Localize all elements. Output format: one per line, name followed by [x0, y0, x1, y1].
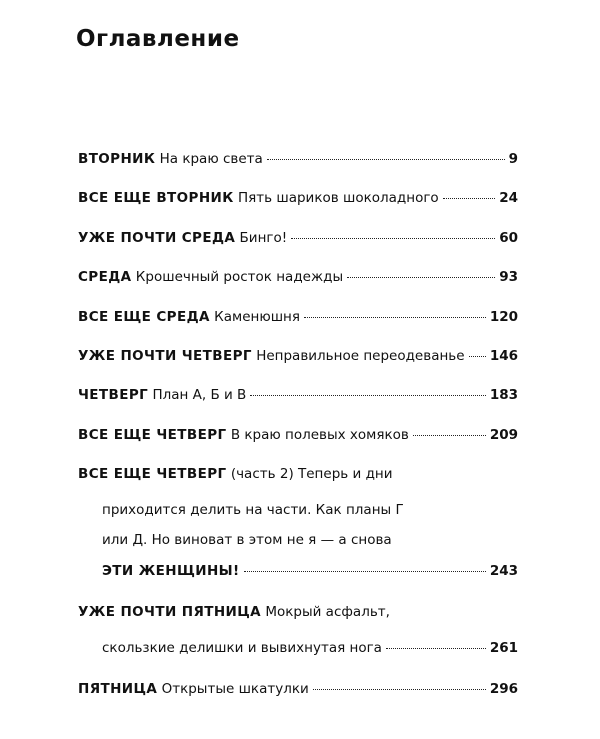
toc-page-number: 261	[489, 640, 518, 657]
toc-page-number: 60	[499, 229, 518, 246]
dot-leader	[250, 395, 485, 396]
toc-page-number: 9	[508, 151, 518, 167]
toc-page-number: 93	[499, 269, 518, 286]
toc-chapter: УЖЕ ПОЧТИ СРЕДА	[78, 229, 236, 246]
toc-page-number: 243	[489, 562, 518, 579]
toc-page-number: 296	[489, 681, 518, 698]
toc-chapter: ЭТИ ЖЕНЩИНЫ!	[102, 562, 240, 579]
toc-title-line: или Д. Но виноват в этом не я — а снова	[102, 531, 392, 548]
dot-leader	[304, 317, 486, 318]
dot-leader	[413, 435, 486, 436]
dot-leader	[386, 648, 486, 649]
dot-leader	[313, 689, 486, 690]
toc-page-number: 120	[489, 308, 518, 325]
dot-leader	[291, 238, 495, 239]
toc-entry	[78, 376, 518, 415]
toc-title-line: (часть 2) Теперь и дни	[230, 466, 393, 483]
toc-entry	[78, 337, 518, 376]
toc-chapter: СРЕДА	[78, 269, 132, 286]
toc-entry-multiline	[78, 593, 518, 664]
toc-title: Каменюшня	[214, 308, 300, 325]
toc-title: План А, Б и В	[152, 387, 247, 404]
toc-entry	[78, 670, 518, 709]
dot-leader	[244, 571, 486, 572]
toc-chapter: ВСЕ ЕЩЕ СРЕДА	[78, 308, 210, 325]
toc-entry	[78, 219, 518, 258]
page-title: Оглавление	[76, 26, 240, 52]
toc-title-line: Мокрый асфальт,	[265, 603, 390, 620]
toc-entry-multiline	[78, 455, 518, 586]
toc-title-line: скользкие делишки и вывихнутая нога	[102, 640, 382, 657]
toc-title: Открытые шкатулки	[161, 681, 309, 698]
toc-chapter: ВСЕ ЕЩЕ ЧЕТВЕРГ	[78, 466, 227, 483]
dot-leader	[347, 277, 495, 278]
toc-entry	[78, 140, 518, 179]
toc-title: Пять шариков шоколадного	[237, 190, 439, 207]
toc-chapter: ВСЕ ЕЩЕ ЧЕТВЕРГ	[78, 426, 227, 443]
toc-title: На краю света	[159, 151, 263, 167]
toc-title: В краю полевых хомяков	[230, 426, 409, 443]
toc-page-number: 209	[489, 426, 518, 443]
toc-chapter: ПЯТНИЦА	[78, 681, 158, 698]
toc-entry	[78, 179, 518, 218]
toc-entry	[78, 258, 518, 297]
toc-entry	[78, 298, 518, 337]
toc-chapter: ВСЕ ЕЩЕ ВТОРНИК	[78, 190, 234, 207]
dot-leader	[469, 356, 486, 357]
dot-leader	[443, 198, 496, 199]
toc-page-number: 146	[489, 348, 518, 365]
toc-title: Бинго!	[239, 229, 288, 246]
dot-leader	[267, 159, 505, 160]
toc-chapter: УЖЕ ПОЧТИ ЧЕТВЕРГ	[78, 348, 252, 365]
toc-title: Крошечный росток надежды	[135, 269, 344, 286]
toc-chapter: ЧЕТВЕРГ	[78, 387, 149, 404]
toc-chapter: УЖЕ ПОЧТИ ПЯТНИЦА	[78, 603, 262, 620]
table-of-contents	[78, 140, 518, 709]
toc-title-line: приходится делить на части. Как планы Г	[102, 501, 404, 518]
toc-chapter: ВТОРНИК	[78, 151, 156, 167]
toc-title: Неправильное переодеванье	[256, 348, 465, 365]
toc-page-number: 24	[499, 190, 518, 207]
toc-page-number: 183	[489, 387, 518, 404]
toc-entry	[78, 416, 518, 455]
